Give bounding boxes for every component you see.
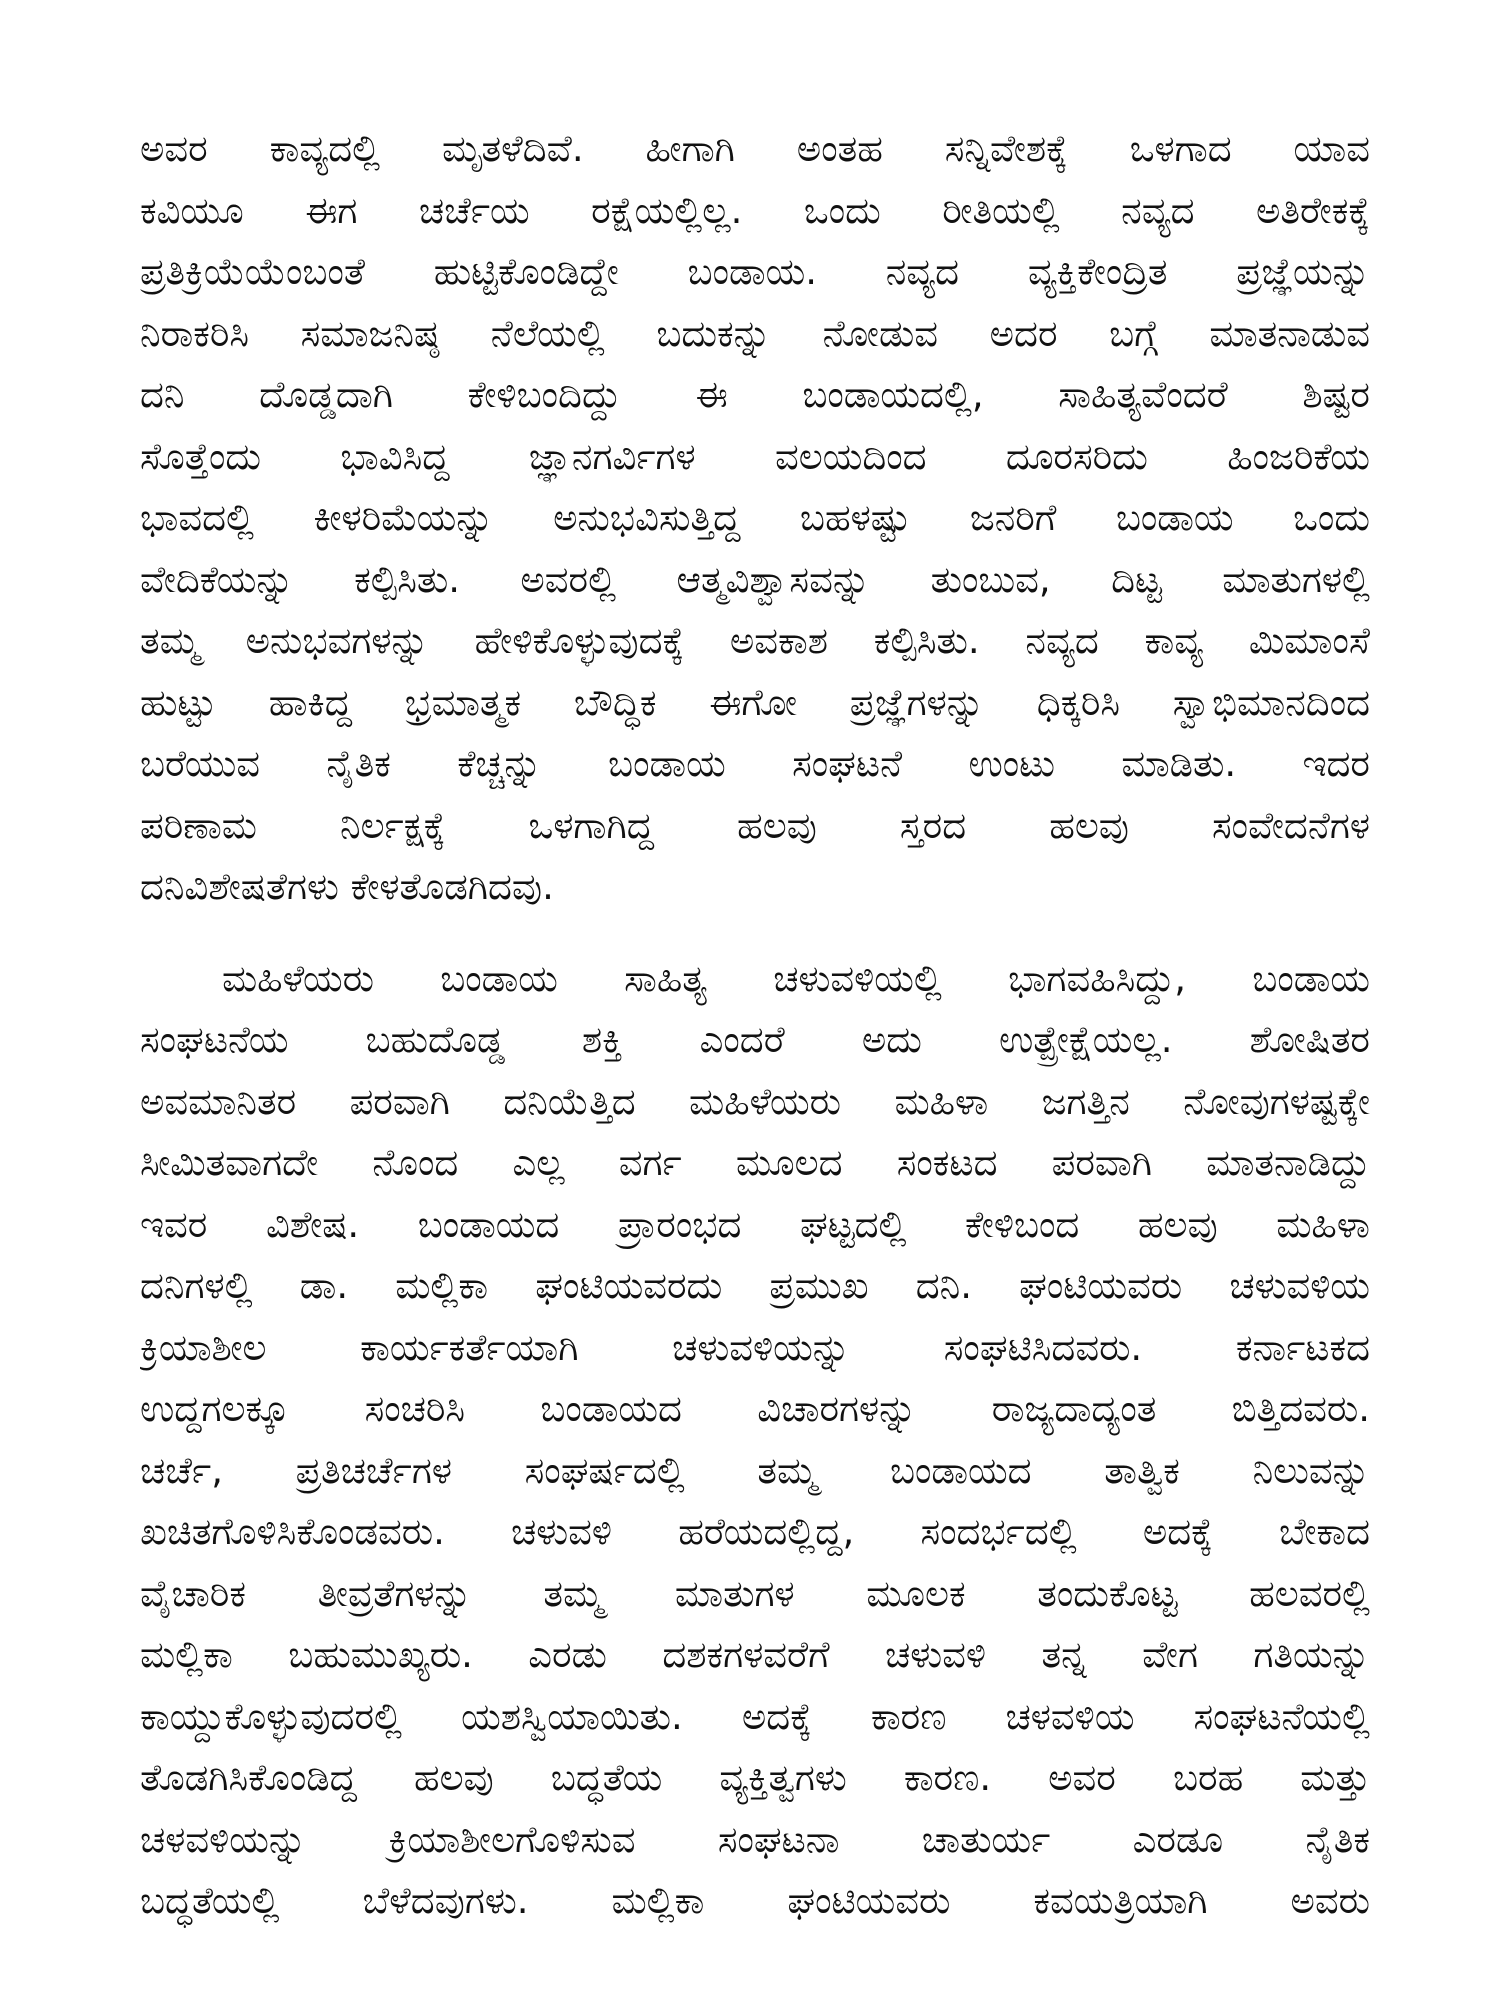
text-line: ತೊಡಗಿಸಿಕೊಂಡಿದ್ದ ಹಲವು ಬದ್ಧತೆಯ ವ್ಯಕ್ತಿತ್ವಗಳು ಕಾರಣ. ಅವರ ಬರಹ ಮತ್ತು xyxy=(140,1756,1370,1799)
paragraph-spacer xyxy=(140,918,1370,948)
text-line: ಇವರ ವಿಶೇಷ. ಬಂಡಾಯದ ಪ್ರಾರಂಭದ ಘಟ್ಟದಲ್ಲಿ ಕೇಳಿಬಂದ ಹಲವು ಮಹಿಳಾ xyxy=(140,1202,1370,1246)
text-line: ಖಚಿತಗೊಳಿಸಿಕೊಂಡವರು. ಚಳುವಳಿ ಹರೆಯದಲ್ಲಿದ್ದ, ಸಂದರ್ಭದಲ್ಲಿ ಅದಕ್ಕೆ ಬೇಕಾದ xyxy=(140,1510,1370,1553)
text-line: ಚಳವಳಿಯನ್ನು ಕ್ರಿಯಾಶೀಲಗೊಳಿಸುವ ಸಂಘಟನಾ ಚಾತುರ್ಯ ಎರಡೂ ನೈತಿಕ xyxy=(140,1817,1370,1861)
document-page xyxy=(140,118,1370,1958)
text-line: ಹುಟ್ಟು ಹಾಕಿದ್ದ ಭ್ರಮಾತ್ಮಕ ಬೌದ್ಧಿಕ ಈಗೋ ಪ್ರಜ್ಞೆಗಳನ್ನು ಧಿಕ್ಕರಿಸಿ ಸ್ವಾಭಿಮಾನದಿಂದ xyxy=(140,680,1370,724)
text-line: ಕಾಯ್ದುಕೊಳ್ಳುವುದರಲ್ಲಿ ಯಶಸ್ವಿಯಾಯಿತು. ಅದಕ್ಕೆ ಕಾರಣ ಚಳವಳಿಯ ಸಂಘಟನೆಯಲ್ಲಿ xyxy=(140,1694,1370,1738)
text-line: ವೈಚಾರಿಕ ತೀವ್ರತೆಗಳನ್ನು ತಮ್ಮ ಮಾತುಗಳ ಮೂಲಕ ತಂದುಕೊಟ್ಟ ಹಲವರಲ್ಲಿ xyxy=(140,1571,1370,1615)
text-line: ಉದ್ದಗಲಕ್ಕೂ ಸಂಚರಿಸಿ ಬಂಡಾಯದ ವಿಚಾರಗಳನ್ನು ರಾಜ್ಯದಾದ್ಯಂತ ಬಿತ್ತಿದವರು. xyxy=(140,1387,1370,1430)
text-line: ಸೀಮಿತವಾಗದೇ ನೊಂದ ಎಲ್ಲ ವರ್ಗ ಮೂಲದ ಸಂಕಟದ ಪರವಾಗಿ ಮಾತನಾಡಿದ್ದು xyxy=(140,1141,1370,1184)
text-line: ಬದ್ಧತೆಯಲ್ಲಿ ಬೆಳೆದವುಗಳು. ಮಲ್ಲಿಕಾ ಘಂಟಿಯವರು ಕವಯತ್ರಿಯಾಗಿ ಅವರು xyxy=(140,1879,1370,1922)
paragraph-1 xyxy=(140,118,1370,918)
paragraph-2 xyxy=(140,948,1370,1932)
text-line: ಬರೆಯುವ ನೈತಿಕ ಕೆಚ್ಚನ್ನು ಬಂಡಾಯ ಸಂಘಟನೆ ಉಂಟು ಮಾಡಿತು. ಇದರ xyxy=(140,742,1370,785)
text-line: ಕವಿಯೂ ಈಗ ಚರ್ಚೆಯ ರಕ್ಷೆಯಲ್ಲಿಲ್ಲ. ಒಂದು ರೀತಿಯಲ್ಲಿ ನವ್ಯದ ಅತಿರೇಕಕ್ಕೆ xyxy=(140,188,1370,232)
text-line: ಚರ್ಚೆ, ಪ್ರತಿಚರ್ಚೆಗಳ ಸಂಘರ್ಷದಲ್ಲಿ ತಮ್ಮ ಬಂಡಾಯದ ತಾತ್ವಿಕ ನಿಲುವನ್ನು xyxy=(140,1448,1370,1492)
text-line: ತಮ್ಮ ಅನುಭವಗಳನ್ನು ಹೇಳಿಕೊಳ್ಳುವುದಕ್ಕೆ ಅವಕಾಶ ಕಲ್ಪಿಸಿತು. ನವ್ಯದ ಕಾವ್ಯ ಮಿಮಾಂಸೆ xyxy=(140,619,1370,662)
text-line: ನಿರಾಕರಿಸಿ ಸಮಾಜನಿಷ್ಠ ನೆಲೆಯಲ್ಲಿ ಬದುಕನ್ನು ನೋಡುವ ಅದರ ಬಗ್ಗೆ ಮಾತನಾಡುವ xyxy=(140,311,1370,355)
text-line: ಮಹಿಳೆಯರು ಬಂಡಾಯ ಸಾಹಿತ್ಯ ಚಳುವಳಿಯಲ್ಲಿ ಭಾಗವಹಿಸಿದ್ದು, ಬಂಡಾಯ xyxy=(222,956,1370,1000)
text-line: ಅವರ ಕಾವ್ಯದಲ್ಲಿ ಮೃತಳೆದಿವೆ. ಹೀಗಾಗಿ ಅಂತಹ ಸನ್ನಿವೇಶಕ್ಕೆ ಒಳಗಾದ ಯಾವ xyxy=(140,127,1370,170)
text-line: ಕ್ರಿಯಾಶೀಲ ಕಾರ್ಯಕರ್ತೆಯಾಗಿ ಚಳುವಳಿಯನ್ನು ಸಂಘಟಿಸಿದವರು. ಕರ್ನಾಟಕದ xyxy=(140,1325,1370,1369)
text-line: ವೇದಿಕೆಯನ್ನು ಕಲ್ಪಿಸಿತು. ಅವರಲ್ಲಿ ಆತ್ಮವಿಶ್ವಾಸವನ್ನು ತುಂಬುವ, ದಿಟ್ಟ ಮಾತುಗಳಲ್ಲಿ xyxy=(140,557,1370,601)
text-line: ಸಂಘಟನೆಯ ಬಹುದೊಡ್ಡ ಶಕ್ತಿ ಎಂದರೆ ಅದು ಉತ್ಪ್ರೇಕ್ಷೆಯಲ್ಲ. ಶೋಷಿತರ xyxy=(140,1018,1370,1061)
text-line: ಸೊತ್ತೆಂದು ಭಾವಿಸಿದ್ದ ಜ್ಞಾನಗರ್ವಿಗಳ ವಲಯದಿಂದ ದೂರಸರಿದು ಹಿಂಜರಿಕೆಯ xyxy=(140,434,1370,478)
text-line: ಪ್ರತಿಕ್ರಿಯೆಯೆಂಬಂತೆ ಹುಟ್ಟಿಕೊಂಡಿದ್ದೇ ಬಂಡಾಯ. ನವ್ಯದ ವ್ಯಕ್ತಿಕೇಂದ್ರಿತ ಪ್ರಜ್ಞೆಯನ್ನು xyxy=(140,250,1370,293)
text-line: ದನಿಗಳಲ್ಲಿ ಡಾ. ಮಲ್ಲಿಕಾ ಘಂಟಿಯವರದು ಪ್ರಮುಖ ದನಿ. ಘಂಟಿಯವರು ಚಳುವಳಿಯ xyxy=(140,1264,1370,1307)
text-line: ಭಾವದಲ್ಲಿ ಕೀಳರಿಮೆಯನ್ನು ಅನುಭವಿಸುತ್ತಿದ್ದ ಬಹಳಷ್ಟು ಜನರಿಗೆ ಬಂಡಾಯ ಒಂದು xyxy=(140,496,1370,539)
text-line: ಪರಿಣಾಮ ನಿರ್ಲಕ್ಷಕ್ಕೆ ಒಳಗಾಗಿದ್ದ ಹಲವು ಸ್ತರದ ಹಲವು ಸಂವೇದನೆಗಳ xyxy=(140,803,1370,847)
text-line: ಅವಮಾನಿತರ ಪರವಾಗಿ ದನಿಯೆತ್ತಿದ ಮಹಿಳೆಯರು ಮಹಿಳಾ ಜಗತ್ತಿನ ನೋವುಗಳಷ್ಟಕ್ಕೇ xyxy=(140,1079,1370,1123)
text-line: ದನಿವಿಶೇಷತೆಗಳು ಕೇಳತೊಡಗಿದವು. xyxy=(140,865,554,908)
text-line: ದನಿ ದೊಡ್ಡದಾಗಿ ಕೇಳಿಬಂದಿದ್ದು ಈ ಬಂಡಾಯದಲ್ಲಿ, ಸಾಹಿತ್ಯವೆಂದರೆ ಶಿಷ್ಟರ xyxy=(140,373,1370,416)
text-line: ಮಲ್ಲಿಕಾ ಬಹುಮುಖ್ಯರು. ಎರಡು ದಶಕಗಳವರೆಗೆ ಚಳುವಳಿ ತನ್ನ ವೇಗ ಗತಿಯನ್ನು xyxy=(140,1633,1370,1676)
